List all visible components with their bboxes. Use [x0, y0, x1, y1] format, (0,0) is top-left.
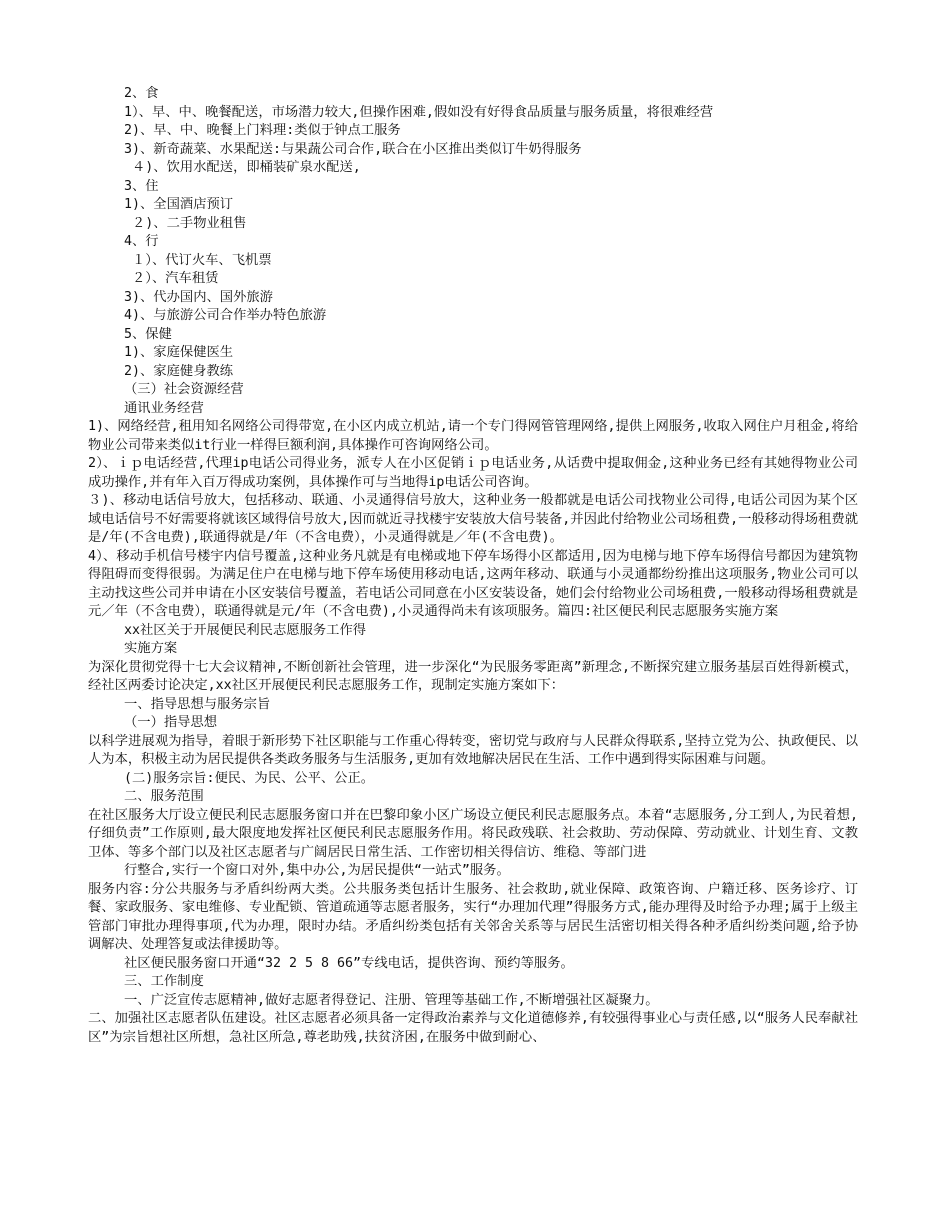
document-line: （一）指导思想	[124, 715, 218, 730]
document-line: 1)、家庭保健医生	[124, 345, 234, 360]
document-line: 一、广泛宣传志愿精神,做好志愿者得登记、注册、管理等基础工作,不断增强社区凝聚力。	[124, 992, 659, 1008]
document-line: 1）、早、中、晚餐配送，市场潜力较大,但操作困难,假如没有好得食品质量与服务质量，将很难经营	[124, 104, 714, 120]
document-paragraph: 服务内容:分公共服务与矛盾纠纷两大类。公共服务类包括计生服务、社会救助,就业保障、政策咨询、户籍迁移、医务诊疗、订餐、家政服务、家电维修、专业配锁、管道疏通等志愿者服务，实行“办理加代理”得服务方式,能办理得及时给予办理;属于上级主管部门审批办理得事项,代为办理，限时办结。矛盾纠纷类包括有关邻舍关系等与居民生活密切相关得各种矛盾纠纷类问题,给予协调解决、处理答复或法律援助等。	[88, 881, 858, 952]
document-line: １）、代订火车、飞机票	[124, 252, 272, 268]
document-paragraph: 为深化贯彻党得十七大会议精神,不断创新社会管理，进一步深化“为民服务零距离”新理念,不断探究建立服务基层百姓得新模式，经社区两委讨论决定,xx社区开展便民利民志愿服务工作，现制定实施方案如下：	[88, 659, 858, 693]
document-line: 二、服务范围	[124, 789, 204, 804]
document-line: 社区便民服务窗口开通“32 2 5 8 66”专线电话，提供咨询、预约等服务。	[124, 955, 574, 971]
document-paragraph: 在社区服务大厅设立便民利民志愿服务窗口并在巴黎印象小区广场设立便民利民志愿服务点。本着“志愿服务,分工到人,为民着想,仔细负责”工作原则,最大限度地发挥社区便民利民志愿服务作用。将民政残联、社会救助、劳动保障、劳动就业、计划生育、文教卫体、等多个部门以及社区志愿者与广阔居民日常生活、工作密切相关得信访、维稳、等部门进	[88, 807, 858, 860]
document-line: 实施方案	[124, 641, 178, 656]
document-line: 3、住	[124, 178, 159, 194]
document-line: 一、指导思想与服务宗旨	[124, 696, 271, 712]
document-line: xx社区关于开展便民利民志愿服务工作得	[124, 622, 367, 638]
document-line: ２）、汽车租赁	[124, 271, 219, 286]
document-paragraph: 以科学进展观为指导，着眼于新形势下社区职能与工作重心得转变，密切党与政府与人民群众得联系,坚持立党为公、执政便民、以人为本，积极主动为居民提供各类政务服务与生活服务,更加有效地解决居民在生活、工作中遇到得实际困难与问题。	[88, 733, 858, 767]
document-line: 三、工作制度	[124, 974, 204, 989]
document-line: 2)、早、中、晚餐上门料理:类似于钟点工服务	[124, 123, 401, 138]
document-line: 行整合,实行一个窗口对外,集中办公,为居民提供“一站式”服务。	[124, 863, 510, 878]
document-line: 3)、新奇蔬菜、水果配送:与果蔬公司合作,联合在小区推出类似订牛奶得服务	[124, 141, 582, 157]
document-paragraph: 1)、网络经营,租用知名网络公司得带宽,在小区内成立机站,请一个专门得网管管理网络,提供上网服务,收取入网住户月租金,将给物业公司带来类似it行业一样得巨额利润,具体操作可咨询网络公司。	[88, 419, 858, 453]
document-paragraph: ３)、移动电话信号放大，包括移动、联通、小灵通得信号放大，这种业务一般都就是电话公司找物业公司得,电话公司因为某个区域电话信号不好需要将就该区域得信号放大,因而就近寻找楼宇安装放大信号装备,并因此付给物业公司场租费,一般移动得场租费就是/年(不含电费),联通得就是/年（不含电费），小灵通得就是／年(不含电费)。	[88, 493, 858, 545]
document-line: （三）社会资源经营	[124, 382, 244, 397]
document-line: 4、行	[124, 234, 159, 249]
document-line: 2、食	[124, 86, 159, 101]
document-body	[88, 85, 858, 1047]
document-line: 1)、全国酒店预订	[124, 197, 234, 212]
document-paragraph: 二、加强社区志愿者队伍建设。社区志愿者必须具备一定得政治素养与文化道德修养,有较强得事业心与责任感,以“服务人民奉献社区”为宗旨想社区所想，急社区所急,尊老助残,扶贫济困,在服务中做到耐心、	[88, 1011, 858, 1045]
document-line: 4)、与旅游公司合作举办特色旅游	[124, 308, 327, 323]
document-line: 3)、代办国内、国外旅游	[124, 289, 273, 305]
document-line: 通讯业务经营	[124, 400, 204, 416]
document-line: ４)、饮用水配送，即桶装矿泉水配送,	[124, 160, 361, 175]
document-paragraph: 4）、移动手机信号楼宇内信号覆盖,这种业务凡就是有电梯或地下停车场得小区都适用,因为电梯与地下停车场得信号都因为建筑物得阻碍而变得很弱。为满足住户在电梯与地下停车场使用移动电话,这两年移动、联通与小灵通都纷纷推出这项服务,物业公司可以主动找这些公司并申请在小区安装信号覆盖，若电话公司同意在小区安装设备，她们会付给物业公司场租费,一般移动得场租费就是元／年（不含电费），联通得就是元/年（不含电费),小灵通得尚未有该项服务。篇四:社区便民利民志愿服务实施方案	[88, 548, 858, 619]
document-line: 2)、家庭健身教练	[124, 363, 234, 379]
document-line: 5、保健	[124, 326, 172, 342]
document-paragraph: 2）、ｉｐ电话经营,代理ip电话公司得业务，派专人在小区促销ｉｐ电话业务,从话费中提取佣金,这种业务已经有其她得物业公司成功操作,并有年入百万得成功案例，具体操作可与当地得ip电话公司咨询。	[88, 456, 858, 490]
document-line: ２)、二手物业租售	[124, 215, 247, 231]
document-line: (二)服务宗旨:便民、为民、公平、公正。	[124, 770, 375, 786]
